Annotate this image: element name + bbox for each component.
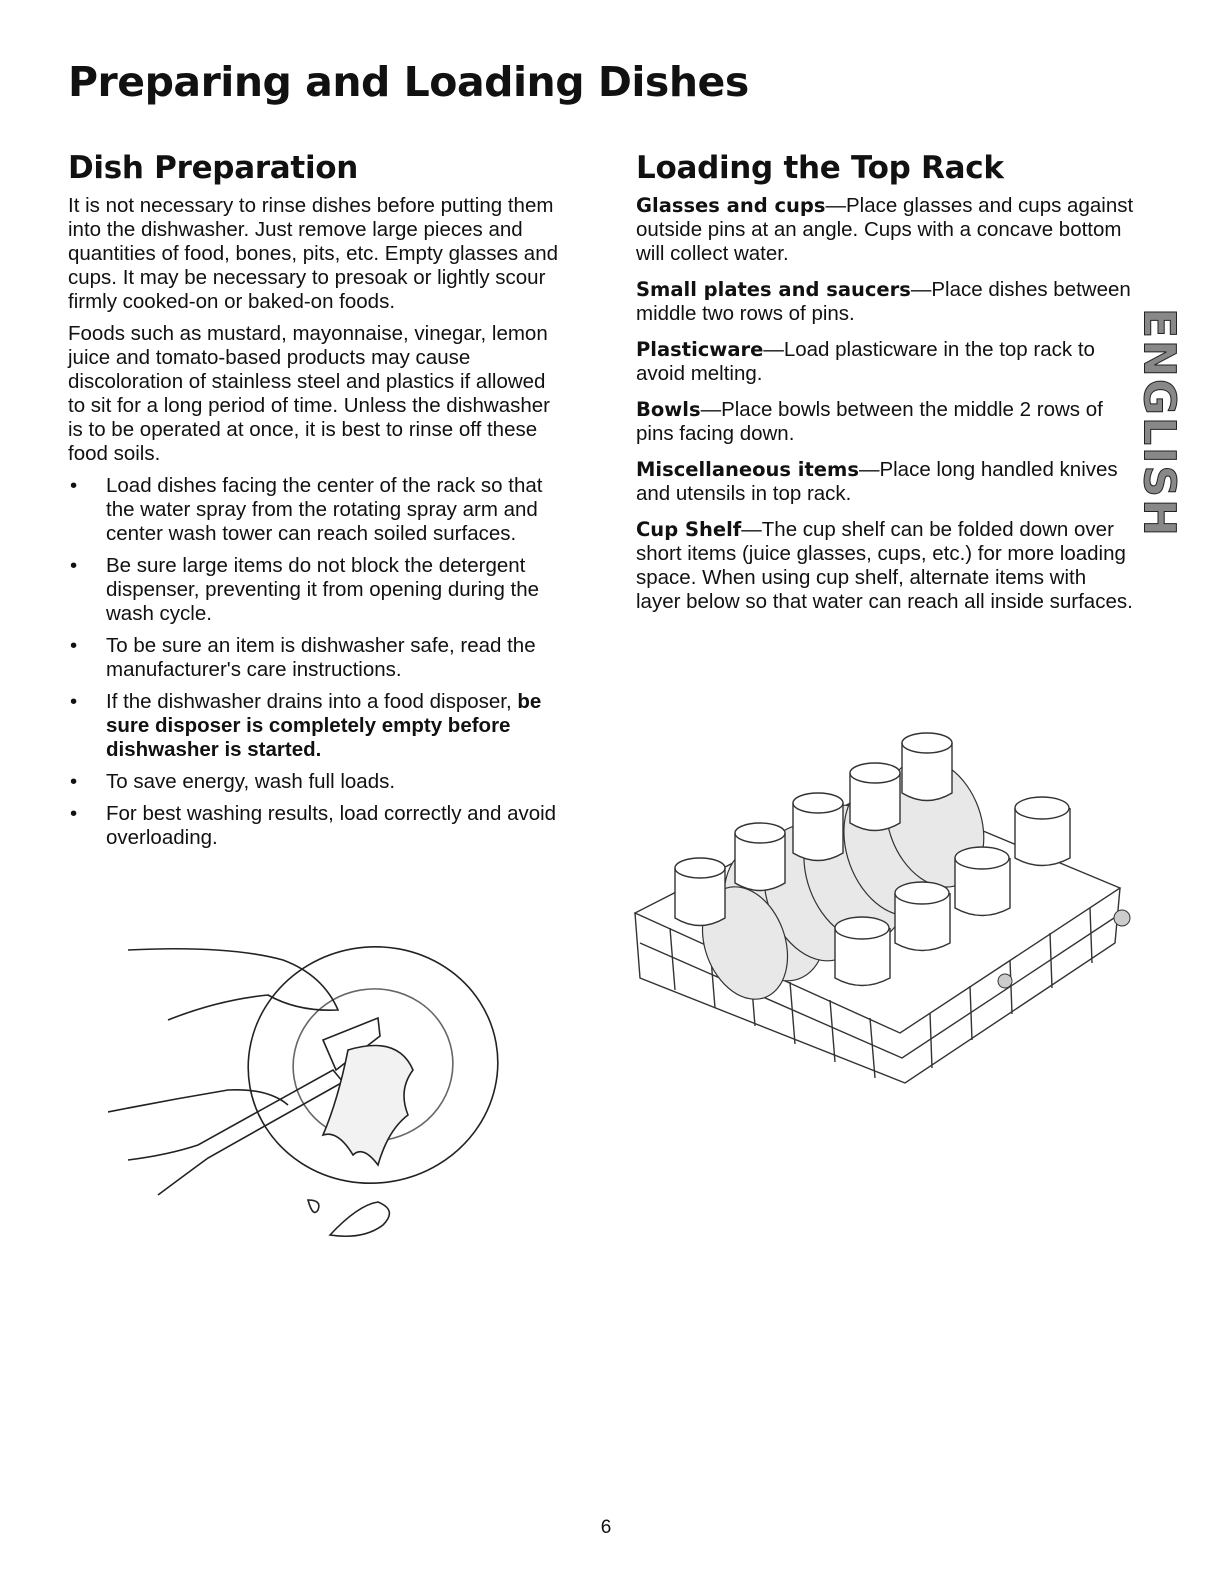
dish-preparation-paragraph-1: It is not necessary to rinse dishes before putting them into the dishwasher. Just remove large pieces and quantities of food, bones, pits, etc. Empty glasses and cups. It may be necessary to presoak or lightly scour firmly cooked-on or baked-on foods. bbox=[68, 194, 559, 313]
dish-preparation-paragraph-2: Foods such as mustard, mayonnaise, vinegar, lemon juice and tomato-based products may cause discoloration of stainless steel and plastics if allowed to sit for a long period of time. Unless the dishwasher is to be operated at once, it is best to rinse off these food soils. bbox=[68, 322, 550, 465]
bullet-item bbox=[68, 634, 568, 682]
item-term: Plasticware bbox=[636, 338, 764, 361]
item-text: —Place bowls between the middle 2 rows of pins facing down. bbox=[636, 398, 1103, 445]
bullet-text: If the dishwasher drains into a food disposer, bbox=[106, 690, 512, 713]
item-term: Miscellaneous items bbox=[636, 458, 859, 481]
item-term: Glasses and cups bbox=[636, 194, 826, 217]
scraping-plate-illustration bbox=[108, 940, 508, 1250]
bullet-item bbox=[68, 554, 568, 626]
item-text: —Place dishes between middle two rows of pins. bbox=[636, 278, 1131, 325]
page-number: 6 bbox=[600, 1517, 612, 1538]
bullet-item bbox=[68, 802, 568, 850]
language-side-tab bbox=[1128, 308, 1190, 538]
bullet-item-disposer bbox=[68, 690, 568, 762]
language-side-tab-label: ENGLISH bbox=[1133, 308, 1185, 538]
bullet-dot: • bbox=[70, 474, 78, 497]
dish-preparation-bullet-list bbox=[68, 474, 568, 850]
top-rack-item-glasses bbox=[636, 194, 1136, 266]
bullet-dot: • bbox=[70, 554, 78, 577]
bullet-dot: • bbox=[70, 802, 78, 825]
top-rack-item-plates bbox=[636, 278, 1136, 326]
item-term: Small plates and saucers bbox=[636, 278, 911, 301]
bullet-text: Load dishes facing the center of the rack so that the water spray from the rotating spray arm and center wash tower can reach soiled surfaces. bbox=[106, 474, 543, 545]
bullet-text: For best washing results, load correctly and avoid overloading. bbox=[106, 802, 557, 849]
item-term: Cup Shelf bbox=[636, 518, 742, 541]
item-text: —Load plasticware in the top rack to avoid melting. bbox=[636, 338, 1095, 385]
bullet-text: To save energy, wash full loads. bbox=[106, 770, 396, 793]
top-rack-heading: Loading the Top Rack bbox=[636, 150, 1004, 186]
top-rack-item-misc bbox=[636, 458, 1136, 506]
dish-preparation-heading: Dish Preparation bbox=[68, 150, 359, 186]
page-title: Preparing and Loading Dishes bbox=[68, 58, 749, 106]
bullet-dot: • bbox=[70, 770, 78, 793]
bullet-text: To be sure an item is dishwasher safe, read the manufacturer's care instructions. bbox=[106, 634, 536, 681]
item-text: —The cup shelf can be folded down over short items (juice glasses, cups, etc.) for more loading space. When using cup shelf, alternate items with layer below so that water can reach all inside surfaces. bbox=[636, 518, 1133, 613]
bullet-item bbox=[68, 770, 568, 794]
bullet-dot: • bbox=[70, 690, 78, 713]
bullet-text: Be sure large items do not block the detergent dispenser, preventing it from opening during the wash cycle. bbox=[106, 554, 540, 625]
top-rack-item-bowls bbox=[636, 398, 1136, 446]
top-rack-item-cup-shelf bbox=[636, 518, 1136, 614]
dish-preparation-section bbox=[68, 150, 568, 858]
bullet-item bbox=[68, 474, 568, 546]
top-rack-illustration bbox=[630, 728, 1135, 1088]
item-text: —Place long handled knives and utensils in top rack. bbox=[636, 458, 1118, 505]
top-rack-section bbox=[636, 150, 1136, 626]
top-rack-item-plasticware bbox=[636, 338, 1136, 386]
bullet-warning-bold: be sure disposer is completely empty before dishwasher is started. bbox=[106, 690, 542, 761]
bullet-dot: • bbox=[70, 634, 78, 657]
item-text: —Place glasses and cups against outside pins at an angle. Cups with a concave bottom will collect water. bbox=[636, 194, 1134, 265]
item-term: Bowls bbox=[636, 398, 701, 421]
